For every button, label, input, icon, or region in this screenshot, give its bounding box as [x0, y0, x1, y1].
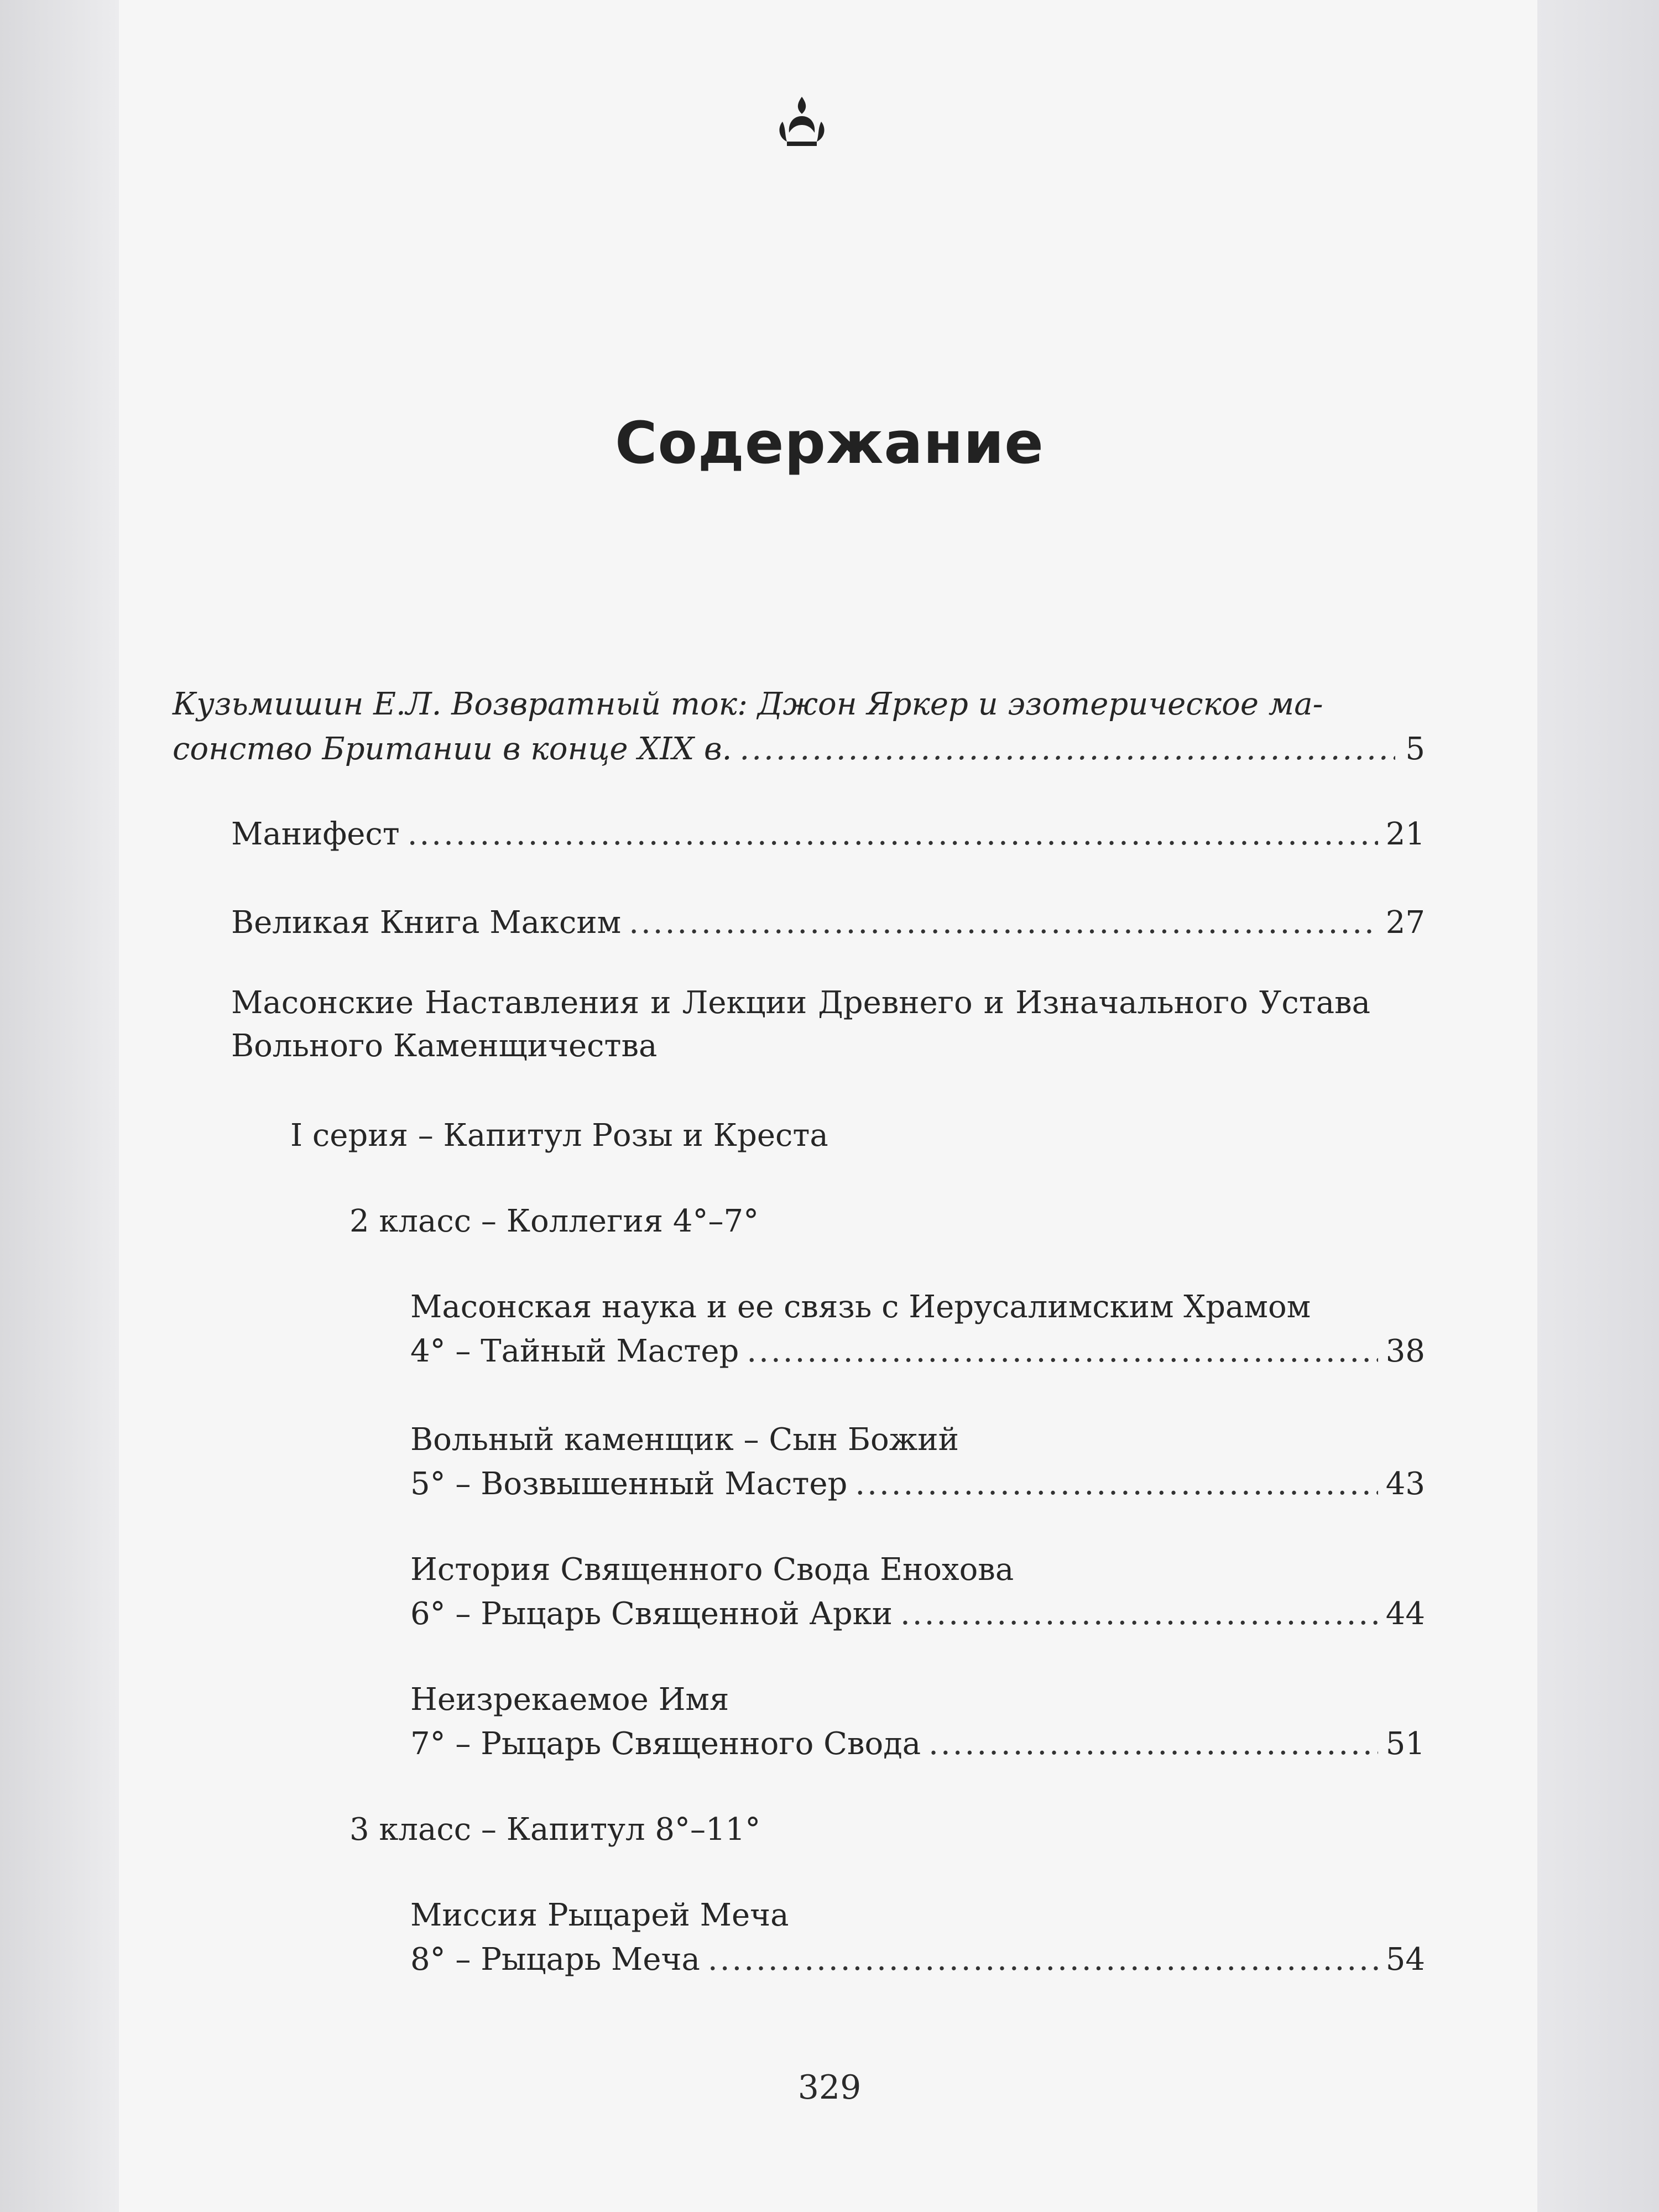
toc-entry[interactable] — [173, 728, 1425, 771]
leader-dots — [747, 1330, 1378, 1373]
toc-entry-title-line: История Священного Свода Енохова — [410, 1552, 1014, 1588]
toc-entry-subtitle: 5° – Возвышенный Мастер — [410, 1466, 848, 1502]
toc-page-number: 5 — [1405, 731, 1425, 767]
toc-entry-title: Манифест — [231, 816, 400, 852]
toc-entry-title-line: Неизрекаемое Имя — [410, 1682, 729, 1718]
leader-dots — [629, 901, 1378, 945]
toc-section-heading[interactable]: Масонские Наставления и Лекции Древнего и Изначального Устава Вольного Каменщичества — [231, 985, 1370, 1064]
toc-page-number: 44 — [1385, 1596, 1425, 1632]
leader-dots — [739, 728, 1395, 771]
toc-page-number: 21 — [1385, 816, 1425, 852]
toc-entry[interactable] — [410, 1593, 1425, 1636]
toc-entry[interactable] — [410, 1723, 1425, 1766]
toc-entry-title-line: Вольный каменщик – Сын Божий — [410, 1422, 959, 1458]
toc-entry-subtitle: 7° – Рыцарь Священного Свода — [410, 1726, 921, 1762]
toc-entry[interactable] — [410, 1330, 1425, 1373]
toc-page-number: 38 — [1385, 1333, 1425, 1369]
toc-entry-subtitle: 8° – Рыцарь Меча — [410, 1942, 700, 1978]
toc-series-heading[interactable]: I серия – Капитул Розы и Креста — [290, 1118, 828, 1154]
page-title: Содержание — [615, 409, 1044, 477]
toc-class-heading[interactable]: 2 класс – Коллегия 4°–7° — [349, 1203, 759, 1239]
leader-dots — [855, 1463, 1378, 1506]
toc-entry-subtitle: 6° – Рыцарь Священной Арки — [410, 1596, 893, 1632]
leader-dots — [928, 1723, 1378, 1766]
toc-entry-title-line: Миссия Рыцарей Меча — [410, 1897, 789, 1933]
leader-dots — [900, 1593, 1378, 1636]
toc-entry-subtitle: 4° – Тайный Мастер — [410, 1333, 739, 1369]
toc-page-number: 54 — [1385, 1942, 1425, 1978]
toc-page-number: 27 — [1385, 905, 1425, 941]
toc-entry-title-line: Кузьмишин Е.Л. Возвратный ток: Джон Яркер и эзотерическое ма- — [173, 686, 1323, 722]
toc-entry[interactable] — [410, 1938, 1425, 1981]
leader-dots — [408, 813, 1378, 856]
page-number: 329 — [797, 2068, 862, 2107]
toc-entry-title-line: Масонская наука и ее связь с Иерусалимским Храмом — [410, 1289, 1311, 1325]
toc-entry-title: сонство Британии в конце XIX в. — [173, 731, 732, 767]
leader-dots — [708, 1938, 1378, 1981]
toc-entry[interactable] — [410, 1463, 1425, 1506]
toc-entry-title: Великая Книга Максим — [231, 905, 622, 941]
toc-page-number: 43 — [1385, 1466, 1425, 1502]
toc-entry[interactable] — [231, 901, 1425, 945]
toc-entry[interactable] — [231, 813, 1425, 856]
toc-class-heading[interactable]: 3 класс – Капитул 8°–11° — [349, 1812, 761, 1848]
toc-page-number: 51 — [1385, 1726, 1425, 1762]
